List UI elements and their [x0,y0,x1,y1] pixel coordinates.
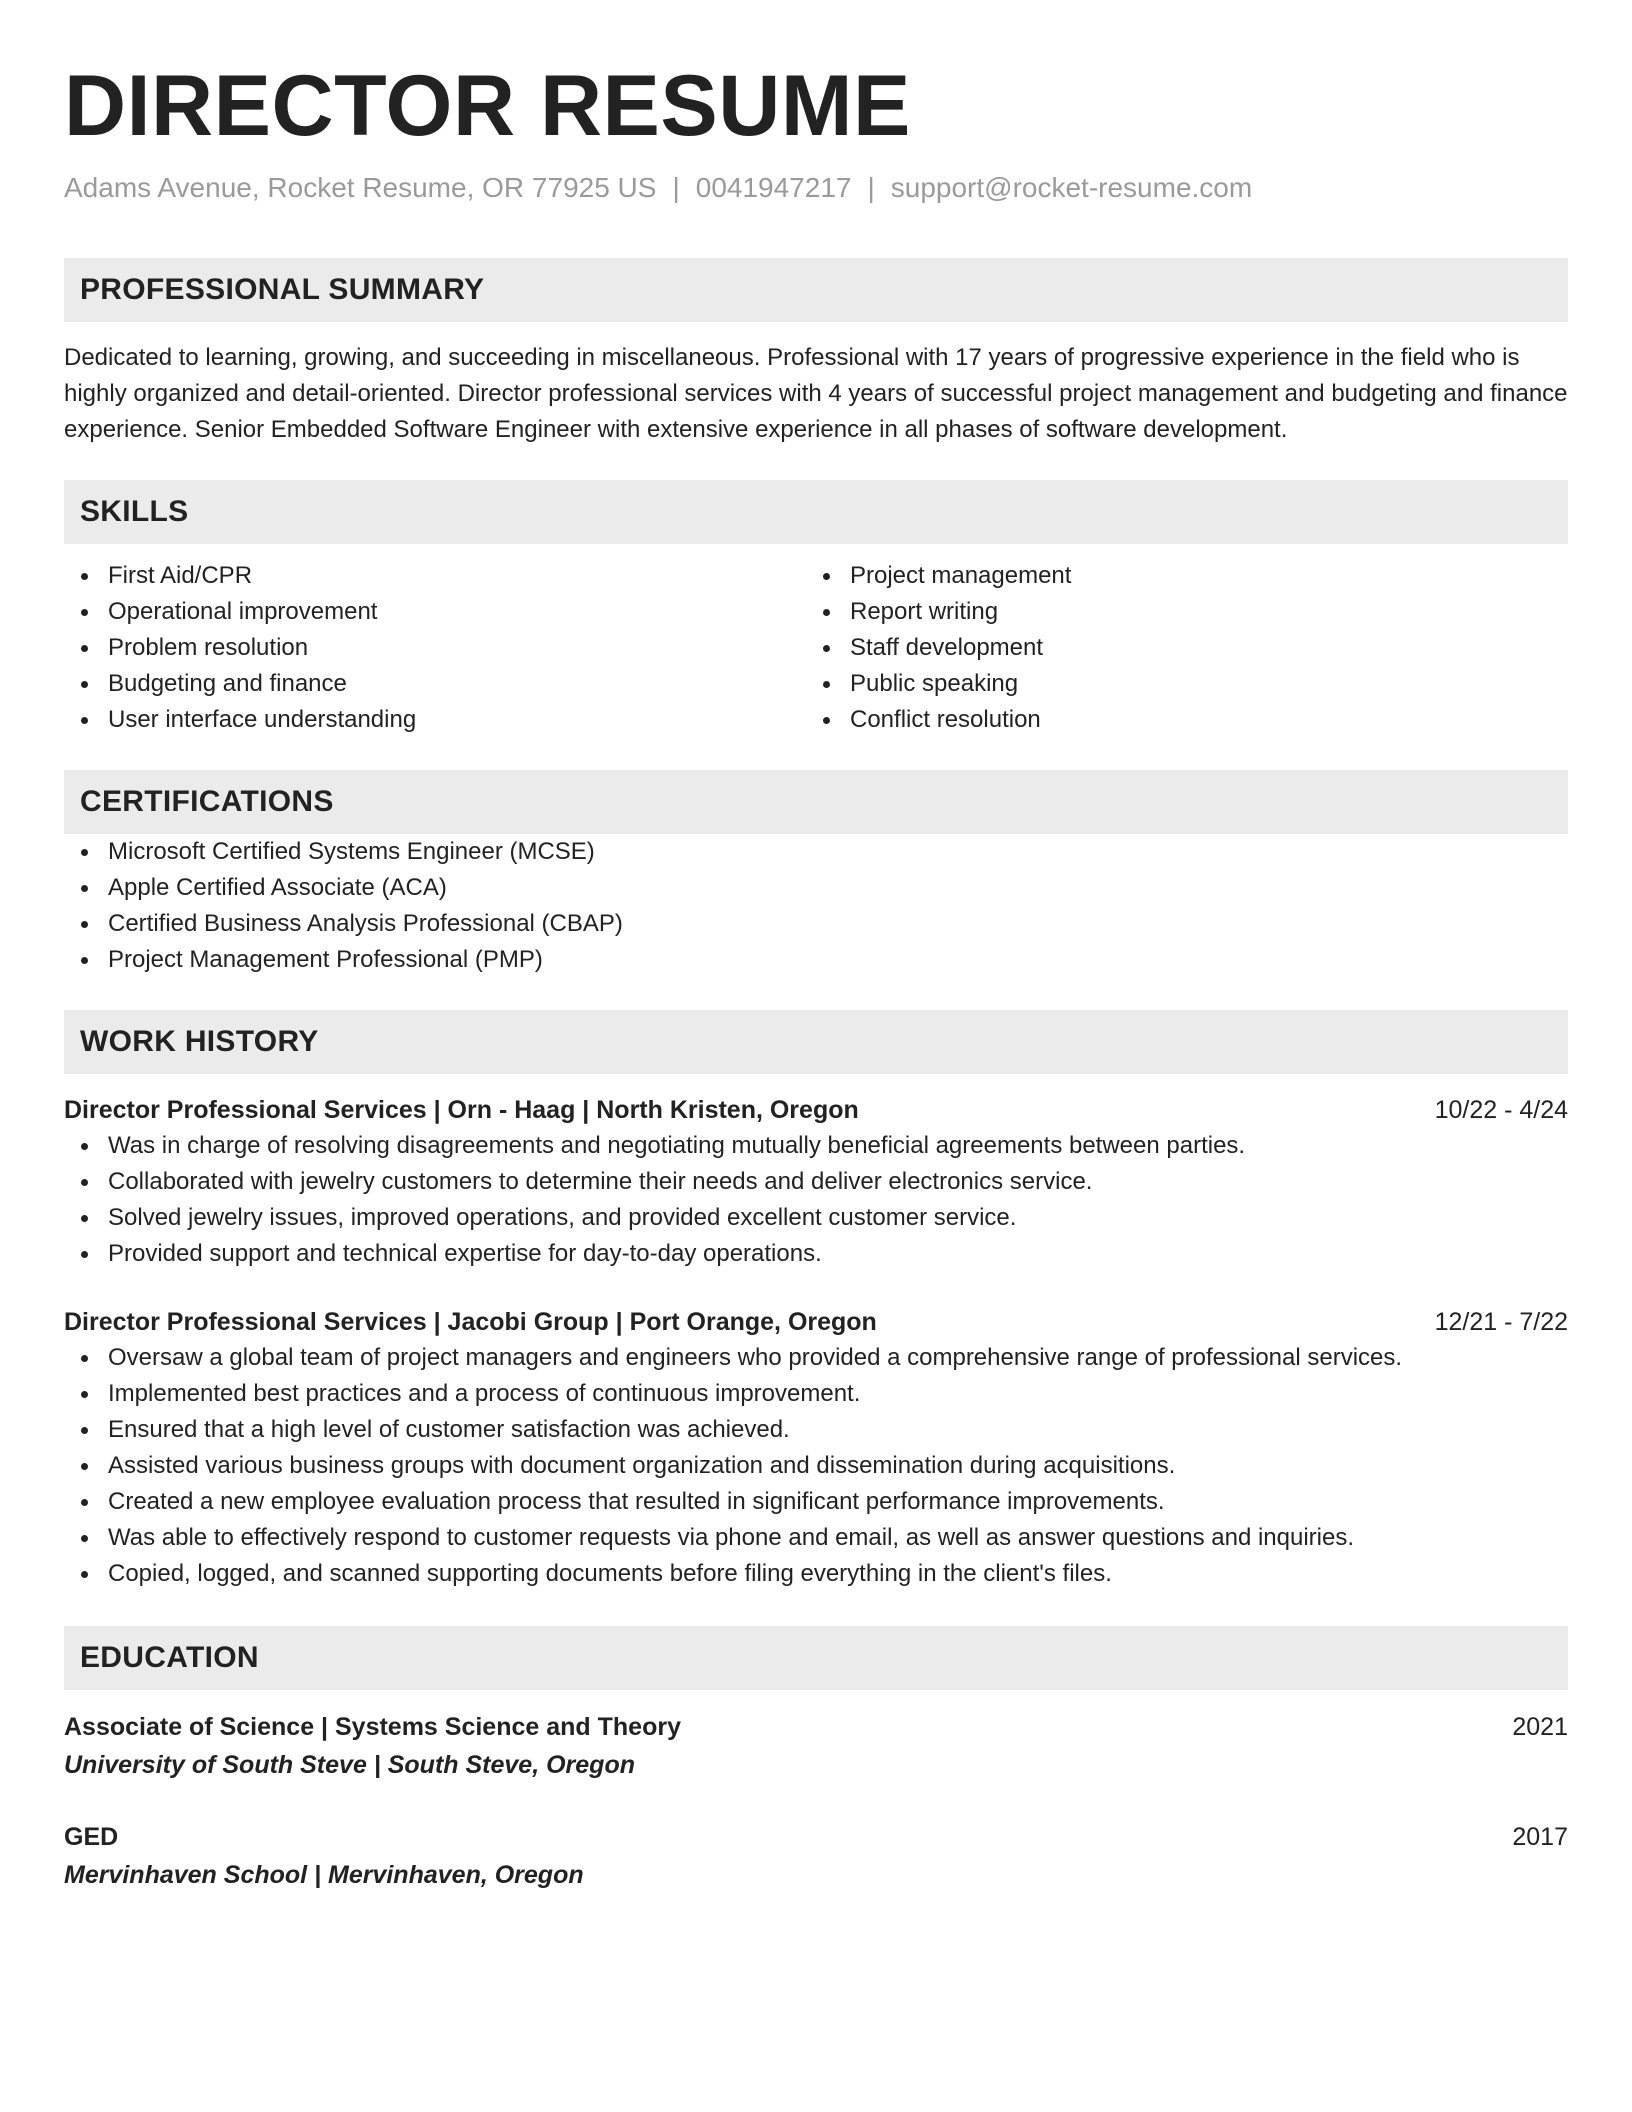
resume-page [64,56,1568,1894]
education-entry [64,1708,1568,1784]
certification-item: Certified Business Analysis Professional (CBAP) [64,906,1568,942]
skill-item: Operational improvement [64,594,806,630]
job-dates: 12/21 - 7/22 [1434,1308,1568,1336]
education-year: 2017 [1512,1823,1568,1851]
skills-grid [64,558,1568,738]
contact-line [64,170,1568,206]
job-title: Director Professional Services | Jacobi Group | Port Orange, Oregon [64,1308,877,1336]
section-header-professional-summary: PROFESSIONAL SUMMARY [64,258,1568,322]
section-header-education: EDUCATION [64,1626,1568,1690]
skill-item: Project management [806,558,1548,594]
contact-separator: | [867,172,875,203]
job-bullet: Ensured that a high level of customer satisfaction was achieved. [64,1412,1568,1448]
job-bullet: Created a new employee evaluation process that resulted in significant performance improvements. [64,1484,1568,1520]
skill-item: Budgeting and finance [64,666,806,702]
summary-text: Dedicated to learning, growing, and succeeding in miscellaneous. Professional with 17 years of progressive experience in the field who is highly organized and detail-oriented. Director professional services with 4 years of successful project management and budgeting and finance experience. Senior Embedded Software Engineer with extensive experience in all phases of software development. [64,344,1568,443]
job-bullet: Assisted various business groups with document organization and dissemination during acquisitions. [64,1448,1568,1484]
job-bullet: Solved jewelry issues, improved operations, and provided excellent customer service. [64,1200,1568,1236]
job-bullet: Was in charge of resolving disagreements and negotiating mutually beneficial agreements between parties. [64,1128,1568,1164]
contact-phone: 0041947217 [695,172,852,203]
job-bullet: Implemented best practices and a process of continuous improvement. [64,1376,1568,1412]
education-degree: Associate of Science | Systems Science and Theory [64,1713,681,1741]
skill-item: First Aid/CPR [64,558,806,594]
section-header-skills: SKILLS [64,480,1568,544]
skills-column-left [64,558,806,738]
job-entry [64,1092,1568,1272]
education-row [64,1818,1568,1856]
education-degree: GED [64,1823,119,1851]
job-title-row [64,1304,1568,1340]
job-bullet-list [64,1128,1568,1272]
job-bullet: Copied, logged, and scanned supporting documents before filing everything in the client's files. [64,1556,1568,1592]
skill-item: Staff development [806,630,1548,666]
certification-item: Project Management Professional (PMP) [64,942,1568,978]
certification-item: Microsoft Certified Systems Engineer (MCSE) [64,834,1568,870]
education-school: University of South Steve | South Steve, Oregon [64,1751,635,1779]
skill-item: User interface understanding [64,702,806,738]
contact-email: support@rocket-resume.com [890,172,1253,203]
certification-list [64,834,1568,978]
education-school: Mervinhaven School | Mervinhaven, Oregon [64,1861,584,1889]
job-bullet: Collaborated with jewelry customers to determine their needs and deliver electronics service. [64,1164,1568,1200]
job-entry [64,1304,1568,1592]
contact-address: Adams Avenue, Rocket Resume, OR 77925 US [64,172,657,203]
skills-column-right [806,558,1548,738]
job-bullet-list [64,1340,1568,1592]
job-title: Director Professional Services | Orn - Haag | North Kristen, Oregon [64,1096,859,1124]
skill-item: Public speaking [806,666,1548,702]
skill-item: Conflict resolution [806,702,1548,738]
resume-title: DIRECTOR RESUME [64,58,911,154]
job-title-row [64,1092,1568,1128]
education-entry [64,1818,1568,1894]
education-year: 2021 [1512,1713,1568,1741]
certification-item: Apple Certified Associate (ACA) [64,870,1568,906]
skill-item: Report writing [806,594,1548,630]
section-header-work-history: WORK HISTORY [64,1010,1568,1074]
contact-separator: | [672,172,680,203]
education-row [64,1708,1568,1746]
section-header-certifications: CERTIFICATIONS [64,770,1568,834]
job-bullet: Oversaw a global team of project managers and engineers who provided a comprehensive range of professional services. [64,1340,1568,1376]
job-dates: 10/22 - 4/24 [1434,1096,1568,1124]
skill-item: Problem resolution [64,630,806,666]
job-bullet: Was able to effectively respond to customer requests via phone and email, as well as answer questions and inquiries. [64,1520,1568,1556]
job-bullet: Provided support and technical expertise for day-to-day operations. [64,1236,1568,1272]
